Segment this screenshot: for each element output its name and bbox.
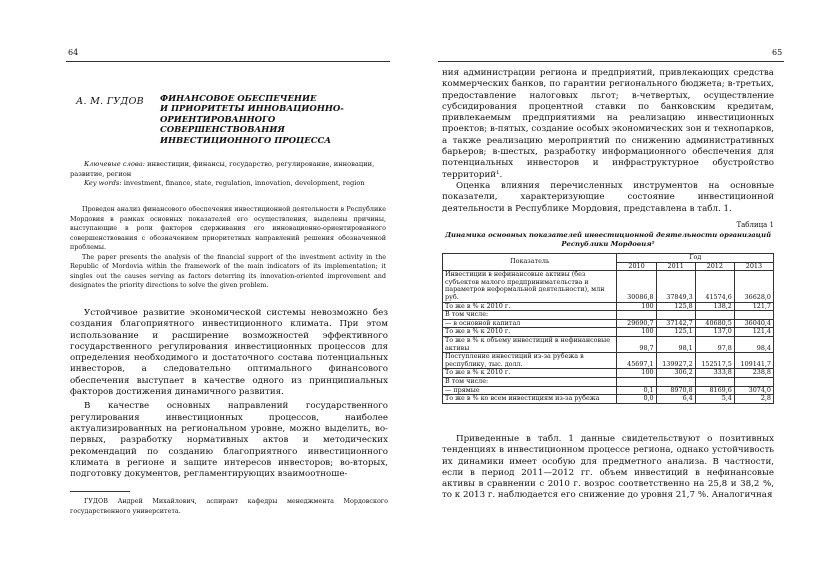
cell-value: 3074,0 [734,386,773,395]
data-table [442,253,774,404]
keywords-ru-text: инвестиции, финансы, государство, регулирование, инновации, развитие, регион [70,160,375,178]
cell-value: 125,8 [656,302,695,311]
header-rule-right [438,61,784,62]
cell-value: 40680,5 [695,319,734,328]
paragraph: Устойчивое развитие экономической системы невозможно без создания благоприятного инвестиционного климата. При этом использование и расширение возможностей эффективного государственного регулирования инвестиционных процессов для определения необходимого и достаточного состава потенциальных инвесторов, а следовательно оптимального финансового обеспечения выступает в качестве одного из принципиальных факторов достижения динамичного развития. [70,308,388,398]
page-number-right: 65 [772,48,783,57]
header-rule-left [66,61,390,62]
cell-value: 30086,8 [617,271,656,302]
cell-value: 98,7 [617,336,656,352]
cell-value: 152517,5 [695,353,734,369]
row-label: То же в % к 2010 г. [443,369,617,378]
cell-value: 29690,7 [617,319,656,328]
cell-value [617,311,656,320]
cell-value: 125,1 [656,328,695,337]
author-footnote: ГУДОВ Андрей Михайлович, аспирант кафедры менеджмента Мордовского государственного университета. [70,497,388,515]
cell-value: 238,8 [734,369,773,378]
table-row [443,369,774,378]
cell-value: 36628,0 [734,271,773,302]
year-2013: 2013 [734,262,773,271]
abstract-en: The paper presents the analysis of the financial support of the investment activity in the Republic of Mordovia within the framework of the main indicators of its implementation; it singles out the causes serving as factors deterring its innovation-oriented improvement and designates the priority directions to solve the given problem. [70,252,386,289]
table-row [443,302,774,311]
cell-value: 98,4 [734,336,773,352]
row-label: В том числе: [443,311,617,320]
paragraph: ния администрации региона и предприятий, привлекающих средства коммерческих банков, по гарантии регионального бюджета; в-третьих, предоставление налоговых льгот; в-четвертых, осуществление субсидирования процентной ставки по банковским кредитам, привлекаемым предприятиями на реализацию инвестиционных проектов; в-пятых, создание особых экономических зон и технопарков, а также реализацию мероприятий по снижению административных барьеров; в-шестых, разработку информационного обеспечения для потенциальных инвесторов и инфраструктурное обустройство территорий¹. [442,68,774,180]
cell-value [656,311,695,320]
row-label: То же в % ко всем инвестициям из-за рубежа [443,395,617,404]
cell-value: 306,2 [656,369,695,378]
keywords-ru [70,160,386,179]
cell-value: 36040,4 [734,319,773,328]
row-label: То же в % к объему инвестиций в нефинансовые активы [443,336,617,352]
body-text-right-top [442,68,774,215]
cell-value: 100 [617,369,656,378]
cell-value [695,377,734,386]
keywords-en-text: investment, finance, state, regulation, innovation, development, region [123,179,365,187]
keywords-en-label: Key words: [84,179,122,187]
header-year: Год [617,254,774,263]
cell-value: 41574,6 [695,271,734,302]
cell-value: 139927,2 [656,353,695,369]
footnote-rule [70,491,130,492]
cell-value: 137,0 [695,328,734,337]
table-caption: Таблица 1 [736,221,774,229]
title-line: СОВЕРШЕНСТВОВАНИЯ [160,125,285,136]
cell-value: 100 [617,302,656,311]
cell-value [734,377,773,386]
row-label: — прямые [443,386,617,395]
cell-value: 333,8 [695,369,734,378]
paragraph: Оценка влияния перечисленных инструментов на основные показатели, характеризующие состояние инвестиционной деятельности в Республике Мордовия, представлена в табл. 1. [442,180,774,214]
table-row [443,271,774,302]
cell-value: 109141,7 [734,353,773,369]
keywords-ru-label: Ключевые слова: [84,160,146,168]
table-title: Динамика основных показателей инвестиционной деятельности организаций Республики Мордовия² [444,231,772,248]
cell-value: 0,1 [617,386,656,395]
row-label: То же в % к 2010 г. [443,302,617,311]
cell-value: 5,4 [695,395,734,404]
cell-value: 8169,6 [695,386,734,395]
cell-value [695,311,734,320]
cell-value: 97,8 [695,336,734,352]
article-author: А. М. ГУДОВ [76,96,144,107]
title-line: ФИНАНСОВОЕ ОБЕСПЕЧЕНИЕ [160,94,317,104]
cell-value: 6,4 [656,395,695,404]
year-2011: 2011 [656,262,695,271]
row-label: Инвестиции в нефинансовые активы (без субъектов малого предпринимательства и параметров неформальной деятельности), млн руб. [443,271,617,302]
row-label: В том числе: [443,377,617,386]
cell-value: 0,0 [617,395,656,404]
cell-value: 100 [617,328,656,337]
cell-value: 98,1 [656,336,695,352]
cell-value: 37849,3 [656,271,695,302]
cell-value: 121,4 [734,328,773,337]
page-number-left: 64 [68,48,79,57]
keywords-en [70,179,386,189]
cell-value: 37142,7 [656,319,695,328]
row-label: — в основной капитал [443,319,617,328]
cell-value: 8970,8 [656,386,695,395]
abstract [70,205,386,291]
cell-value [734,311,773,320]
table-header-row [443,254,774,263]
body-text-left [70,308,388,480]
abstract-ru: Проведен анализ финансового обеспечения инвестиционной деятельности в Республике Мордовия в рамках основных показателей его осуществления, выделены причины, выступающие в роли факторов сдерживания его инновационно-ориентированного совершенствования с обозначением приоритетных направлений решения обозначенной проблемы. [70,205,386,251]
row-label: То же в % к 2010 г. [443,328,617,337]
year-2012: 2012 [695,262,734,271]
title-line: ОРИЕНТИРОВАННОГО [160,114,276,125]
title-line: И ПРИОРИТЕТЫ ИННОВАЦИОННО- [160,104,344,115]
cell-value: 2,8 [734,395,773,404]
table-row [443,311,774,320]
body-text-right-bottom [442,434,774,502]
cell-value: 45697,1 [617,353,656,369]
paragraph: Приведенные в табл. 1 данные свидетельствуют о позитивных тенденциях в инвестиционном процессе региона, однако устойчивость их динамики имеет особую для предметного анализа. В частности, если в период 2011—2012 гг. объем инвестиций в нефинансовые активы в сравнении с 2010 г. возрос соответственно на 25,8 и 38,2 %, то к 2013 г. наблюдается его снижение до уровня 21,7 %. Аналогичная [442,434,774,501]
cell-value: 121,7 [734,302,773,311]
article-title [160,94,390,146]
header-indicator: Показатель [443,254,617,271]
row-label: Поступление инвестиций из-за рубежа в республику, тыс. долл. [443,353,617,369]
year-2010: 2010 [617,262,656,271]
table-row [443,377,774,386]
cell-value: 138,2 [695,302,734,311]
paragraph: В качестве основных направлений государственного регулирования инвестиционных процессов, наиболее актуализированных на региональном уровне, можно выделить, во-первых, разработку нормативных актов и методических рекомендаций по созданию благоприятного инвестиционного климата в регионе и защите интересов инвесторов; во-вторых, подготовку документов, регламентирующих взаимоотноше- [70,401,388,480]
cell-value [617,377,656,386]
table-row [443,336,774,352]
title-line: ИНВЕСТИЦИОННОГО ПРОЦЕССА [160,135,332,146]
table-row [443,395,774,404]
cell-value [656,377,695,386]
table-row [443,353,774,369]
